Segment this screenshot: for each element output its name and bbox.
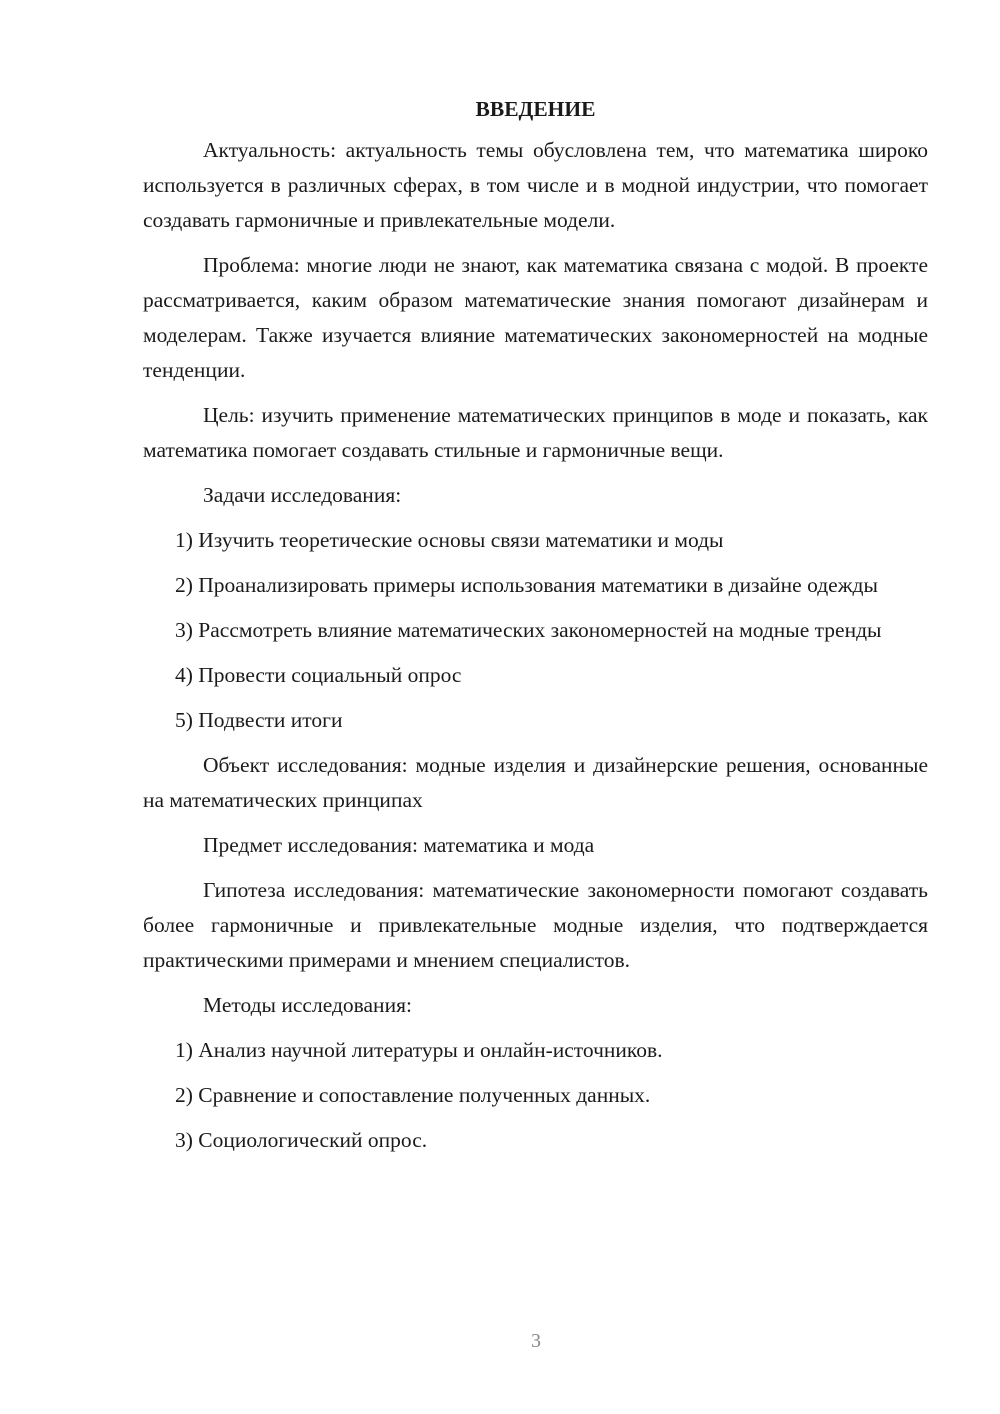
subject-paragraph: Предмет исследования: математика и мода <box>203 833 595 857</box>
tasks-list <box>143 523 928 738</box>
list-item: 4) Провести социальный опрос <box>175 663 462 687</box>
list-item: 2) Сравнение и сопоставление полученных данных. <box>175 1083 651 1107</box>
page-number: 3 <box>531 1330 541 1352</box>
section-heading: ВВЕДЕНИЕ <box>475 97 596 121</box>
problem-paragraph: Проблема: многие люди не знают, как математика связана с модой. В проекте рассматривается, каким образом математические знания помогают дизайнерам и моделерам. Также изучается влияние математических закономерностей на модные тенденции. <box>143 253 928 382</box>
relevance-paragraph: Актуальность: актуальность темы обусловлена тем, что математика широко используется в различных сферах, в том числе и в модной индустрии, что помогает создавать гармоничные и привлекательные модели. <box>143 138 928 232</box>
list-item: 1) Анализ научной литературы и онлайн-источников. <box>175 1038 663 1062</box>
list-item: 3) Социологический опрос. <box>175 1128 428 1152</box>
hypothesis-paragraph: Гипотеза исследования: математические закономерности помогают создавать более гармоничные и привлекательные модные изделия, что подтверждается практическими примерами и мнением специалистов. <box>143 878 928 972</box>
goal-paragraph: Цель: изучить применение математических принципов в моде и показать, как математика помогает создавать стильные и гармоничные вещи. <box>143 403 928 462</box>
document-body <box>143 92 928 1168</box>
list-item: 5) Подвести итоги <box>175 708 343 732</box>
list-item: 2) Проанализировать примеры использования математики в дизайне одежды <box>175 573 878 597</box>
object-paragraph: Объект исследования: модные изделия и дизайнерские решения, основанные на математических принципах <box>143 753 928 812</box>
list-item: 1) Изучить теоретические основы связи математики и моды <box>175 528 724 552</box>
methods-list <box>143 1033 928 1158</box>
tasks-label: Задачи исследования: <box>203 483 402 507</box>
methods-label: Методы исследования: <box>203 993 412 1017</box>
list-item: 3) Рассмотреть влияние математических закономерностей на модные тренды <box>175 618 882 642</box>
